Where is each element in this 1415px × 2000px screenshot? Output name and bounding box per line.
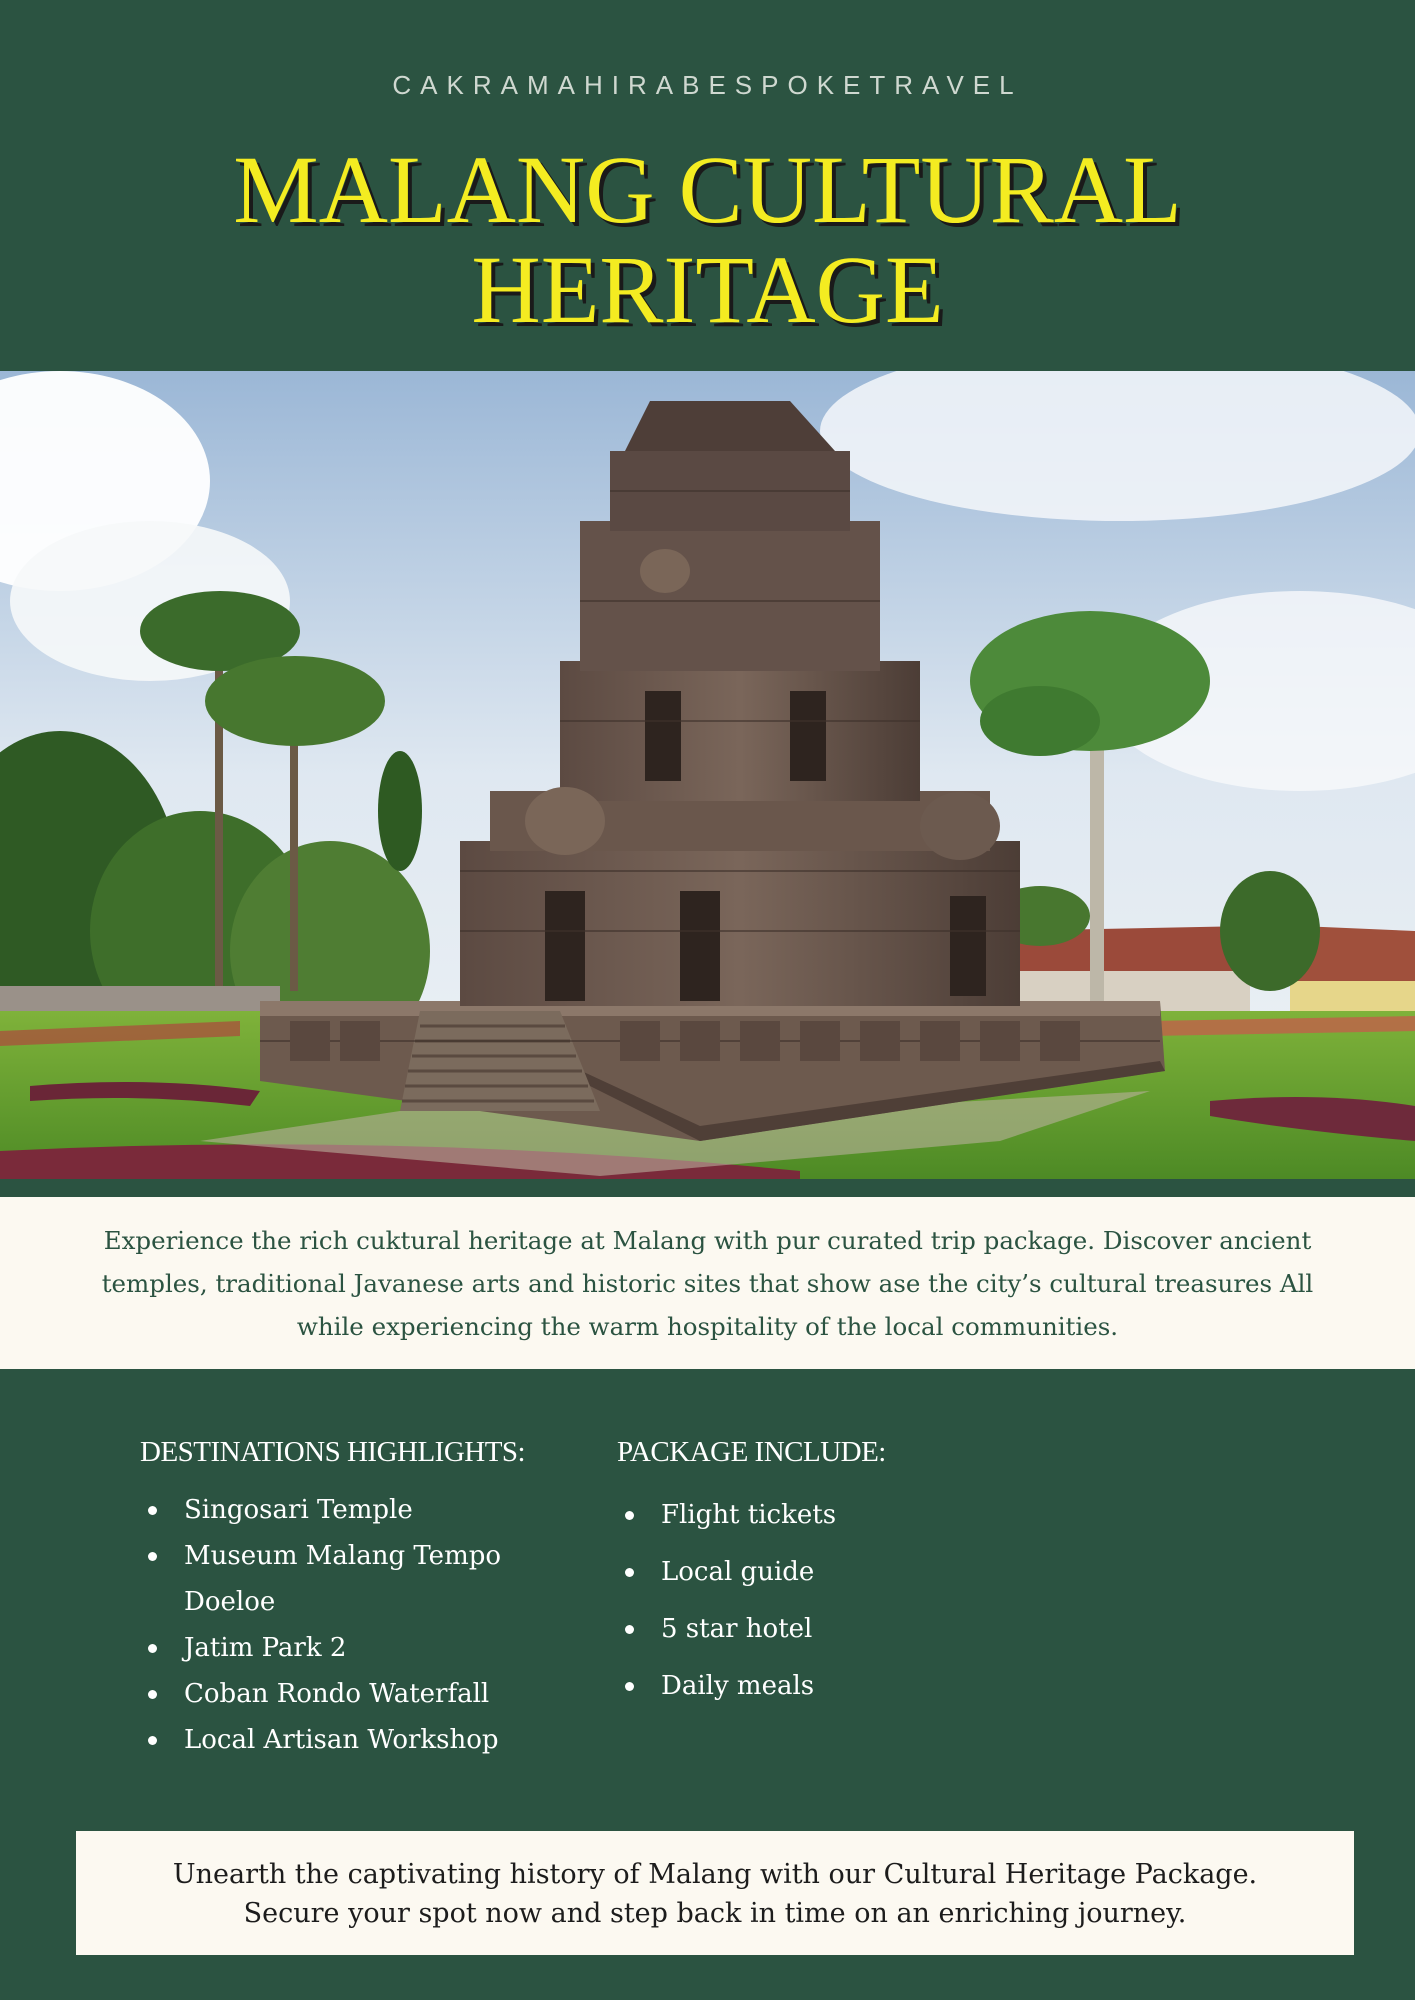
package-label: 5 star hotel bbox=[661, 1614, 813, 1644]
destination-label: Jatim Park 2 bbox=[184, 1633, 347, 1663]
destinations-list bbox=[140, 1487, 580, 1763]
footer-line-1: Unearth the captivating history of Malang with our Cultural Heritage Package. bbox=[172, 1859, 1258, 1890]
bullet-icon bbox=[148, 1506, 157, 1515]
package-label: Local guide bbox=[661, 1557, 815, 1587]
destination-label: Local Artisan Workshop bbox=[184, 1725, 499, 1755]
list-item bbox=[140, 1487, 580, 1533]
bullet-icon bbox=[625, 1568, 634, 1577]
bullet-icon bbox=[625, 1625, 634, 1634]
package-section bbox=[617, 1436, 1057, 1715]
title-line-1: MALANG CULTURAL bbox=[233, 136, 1182, 243]
intro-text: Experience the rich cuktural heritage at Malang with pur curated trip package. Discover ancient temples, traditional Javanese arts and historic sites that show ase the city’s cultural treasures All while experiencing the warm hospitality of the local communities. bbox=[101, 1226, 1314, 1341]
footer-line-2: Secure your spot now and step back in time on an enriching journey. bbox=[243, 1898, 1187, 1929]
bullet-icon bbox=[148, 1736, 157, 1745]
destinations-section bbox=[140, 1436, 580, 1763]
brand-name: CAKRAMAHIRABESPOKETRAVEL bbox=[392, 70, 1023, 100]
intro-section bbox=[0, 1197, 1415, 1369]
list-item bbox=[617, 1487, 1057, 1544]
package-label: Flight tickets bbox=[661, 1500, 837, 1530]
bullet-icon bbox=[625, 1682, 634, 1691]
package-label: Daily meals bbox=[661, 1671, 815, 1701]
list-item bbox=[140, 1717, 580, 1763]
bullet-icon bbox=[625, 1511, 634, 1520]
destination-label: Coban Rondo Waterfall bbox=[184, 1679, 490, 1709]
page-title bbox=[0, 136, 1415, 343]
list-item bbox=[140, 1625, 580, 1671]
header bbox=[0, 0, 1415, 371]
temple-photo bbox=[0, 371, 1415, 1179]
destination-label: Museum Malang Tempo Doeloe bbox=[184, 1541, 502, 1617]
package-list bbox=[617, 1487, 1057, 1715]
package-heading: PACKAGE INCLUDE: bbox=[617, 1436, 886, 1468]
bullet-icon bbox=[148, 1690, 157, 1699]
destination-label: Singosari Temple bbox=[184, 1495, 413, 1525]
bullet-icon bbox=[148, 1552, 157, 1561]
list-item bbox=[617, 1544, 1057, 1601]
bullet-icon bbox=[148, 1644, 157, 1653]
list-item bbox=[140, 1533, 580, 1625]
title-line-2: HERITAGE bbox=[471, 236, 944, 343]
list-item bbox=[140, 1671, 580, 1717]
list-item bbox=[617, 1658, 1057, 1715]
footer-cta bbox=[76, 1831, 1354, 1955]
destinations-heading: DESTINATIONS HIGHLIGHTS: bbox=[140, 1436, 526, 1468]
list-item bbox=[617, 1601, 1057, 1658]
